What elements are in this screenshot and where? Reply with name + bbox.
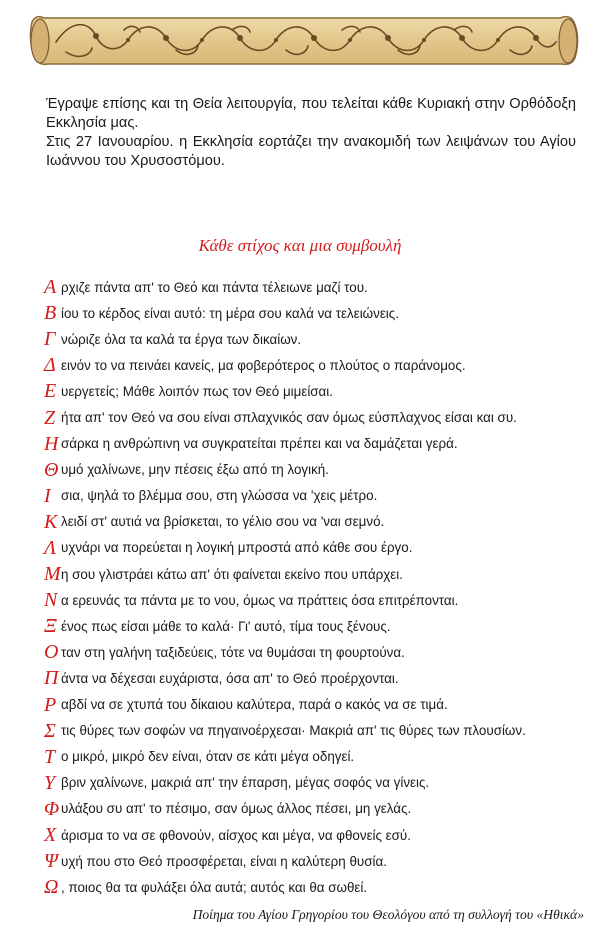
verse-text: ένος πως είσαι μάθε το καλά· Γι' αυτό, τίμα τους ξένους. (61, 618, 391, 634)
poem-verse (44, 378, 584, 404)
verse-text: υχή που στο Θεό προσφέρεται, είναι η καλύτερη θυσία. (61, 853, 387, 869)
poem-verse (44, 770, 584, 796)
intro-text (46, 95, 576, 171)
poem-verse (44, 848, 584, 874)
verse-initial-letter: Θ (44, 458, 59, 481)
verse-initial-letter: Χ (44, 824, 57, 847)
verse-initial-letter: Η (44, 432, 59, 455)
verse-initial-letter: Ν (44, 589, 58, 612)
intro-paragraph-1: Έγραψε επίσης και τη Θεία λειτουργία, που τελείται κάθε Κυριακή στην Ορθόδοξη Εκκλησία μας. (46, 96, 576, 131)
poem-verse (44, 692, 584, 718)
verse-text: ήτα απ' τον Θεό να σου είναι σπλαχνικός σαν όμως εύσπλαχνος είσαι και συ. (61, 410, 517, 426)
verse-text: , ποιος θα τα φυλάξει όλα αυτά; αυτός και θα σωθεί. (61, 879, 368, 895)
verse-text: η σου γλιστράει κάτω απ' ότι φαίνεται εκείνο που υπάρχει. (61, 566, 403, 582)
verse-initial-letter: Υ (44, 771, 56, 794)
verse-initial-letter: Ο (44, 641, 59, 664)
poem-verse (44, 822, 584, 848)
verse-initial-letter: Γ (44, 328, 56, 351)
poem-verse (44, 352, 584, 378)
poem-verse (44, 483, 584, 509)
verse-initial-letter: Β (44, 302, 57, 325)
poem-verse (44, 587, 584, 613)
verse-text: σια, ψηλά το βλέμμα σου, στη γλώσσα να 'χεις μέτρο. (61, 488, 378, 504)
verse-text: ίου το κέρδος είναι αυτό: τη μέρα σου καλά να τελειώνεις. (61, 305, 399, 321)
poem-verse (44, 561, 584, 587)
poem-verse (44, 300, 584, 326)
verse-initial-letter: Α (44, 276, 57, 299)
poem-verse (44, 326, 584, 352)
verse-text: ο μικρό, μικρό δεν είναι, όταν σε κάτι μέγα οδηγεί. (61, 749, 355, 765)
ornamental-banner (26, 8, 582, 74)
verse-initial-letter: Ξ (44, 615, 57, 638)
verse-text: υεργετείς; Μάθε λοιπόν πως τον Θεό μιμείσαι. (61, 383, 333, 399)
poem-verse (44, 509, 584, 535)
verse-text: υλάξου συ απ' το πέσιμο, σαν όμως άλλος πέσει, μη γελάς. (61, 801, 412, 817)
verse-text: ταν στη γαλήνη ταξιδεύεις, τότε να θυμάσαι τη φουρτούνα. (61, 644, 405, 660)
verse-text: τις θύρες των σοφών να πηγαινοέρχεσαι· Μακριά απ' τις θύρες των πλουσίων. (61, 723, 526, 739)
verse-text: εινόν το να πεινάει κανείς, μα φοβερότερος ο πλούτος ο παράνομος. (61, 357, 466, 373)
poem-verse (44, 744, 584, 770)
verse-text: λειδί στ' αυτιά να βρίσκεται, το γέλιο σου να 'ναι σεμνό. (61, 514, 385, 530)
verse-initial-letter: Ι (44, 484, 51, 507)
poem-title: Κάθε στίχος και μια συμβουλή (198, 236, 402, 255)
verse-text: άρισμα το να σε φθονούν, αίσχος και μέγα, να φθονείς εσύ. (61, 827, 411, 843)
poem-verse (44, 665, 584, 691)
verse-initial-letter: Δ (44, 354, 56, 377)
poem-caption: Ποίημα του Αγίου Γρηγορίου του Θεολόγου από τη συλλογή του «Ηθικά» (192, 907, 584, 922)
poem-verse (44, 639, 584, 665)
verse-text: υχνάρι να πορεύεται η λογική μπροστά από κάθε σου έργο. (61, 540, 413, 556)
verse-initial-letter: Ε (44, 380, 57, 403)
verse-text: υμό χαλίνωνε, μην πέσεις έξω από τη λογική. (61, 462, 329, 478)
poem-verse (44, 874, 584, 900)
verse-initial-letter: Ρ (44, 693, 57, 716)
verse-initial-letter: Λ (44, 536, 57, 559)
intro-paragraph-2: Στις 27 Ιανουαρίου. η Εκκλησία εορτάζει την ανακομιδή των λειψάνων του Αγίου Ιωάννου του Χρυσοστόμου. (46, 134, 576, 169)
poem-verse (44, 796, 584, 822)
verse-text: σάρκα η ανθρώπινη να συγκρατείται πρέπει και να δαμάζεται γερά. (61, 436, 458, 452)
poem-verse (44, 535, 584, 561)
verse-initial-letter: Τ (44, 745, 56, 768)
verse-text: αβδί να σε χτυπά του δίκαιου καλύτερα, παρά ο κακός να σε τιμά. (61, 697, 448, 713)
verse-text: άντα να δέχεσαι ευχάριστα, όσα απ' το Θεό προέρχονται. (61, 670, 399, 686)
poem-verse (44, 431, 584, 457)
verse-initial-letter: Φ (44, 797, 60, 820)
verse-initial-letter: Π (44, 667, 59, 690)
verse-text: βριν χαλίνωνε, μακριά απ' την έπαρση, μέγας σοφός να γίνεις. (61, 775, 430, 791)
poem-verses (44, 274, 584, 900)
verse-initial-letter: Ψ (44, 850, 59, 873)
verse-text: α ερευνάς τα πάντα με το νου, όμως να πράττεις όσα επιτρέπονται. (61, 592, 459, 608)
poem-verse (44, 613, 584, 639)
poem-verse (44, 404, 584, 430)
verse-initial-letter: Κ (44, 510, 58, 533)
poem-verse (44, 274, 584, 300)
verse-initial-letter: Μ (44, 563, 61, 586)
verse-initial-letter: Ω (44, 876, 59, 899)
poem-verse (44, 457, 584, 483)
verse-text: νώριζε όλα τα καλά τα έργα των δικαίων. (61, 331, 302, 347)
verse-text: ρχιζε πάντα απ' το Θεό και πάντα τέλειωνε μαζί του. (61, 279, 368, 295)
verse-initial-letter: Σ (44, 719, 56, 742)
poem-verse (44, 718, 584, 744)
verse-initial-letter: Ζ (44, 406, 56, 429)
